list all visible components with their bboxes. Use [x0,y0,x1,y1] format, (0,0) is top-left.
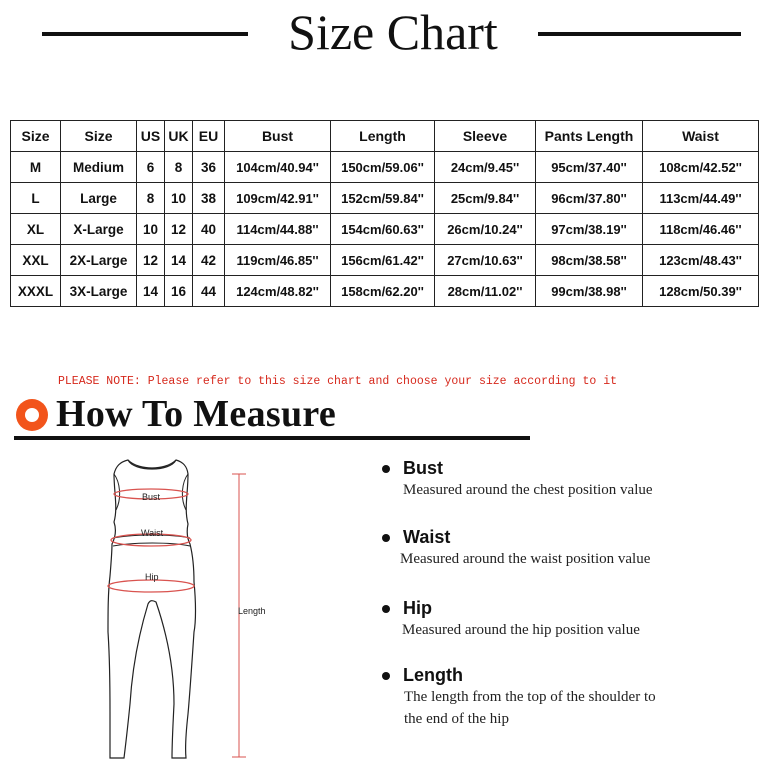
table-cell: 10 [165,183,193,214]
table-cell: 154cm/60.63'' [331,214,435,245]
table-cell: 109cm/42.91'' [225,183,331,214]
table-row [11,183,759,214]
table-cell: 6 [137,152,165,183]
table-cell: Large [61,183,137,214]
table-cell: 14 [137,276,165,307]
table-row [11,276,759,307]
table-cell: 97cm/38.19'' [536,214,643,245]
table-cell: 150cm/59.06'' [331,152,435,183]
figure-label-waist: Waist [141,528,164,538]
heading-underline [14,436,530,440]
table-cell: 25cm/9.84'' [435,183,536,214]
figure-label-hip: Hip [145,572,159,582]
table-cell: 24cm/9.45'' [435,152,536,183]
table-cell: X-Large [61,214,137,245]
header-cell: Size [11,121,61,152]
table-cell: 36 [193,152,225,183]
table-cell: 12 [137,245,165,276]
size-note: PLEASE NOTE: Please refer to this size chart and choose your size according to it [58,375,617,388]
bullet-dot-icon [382,605,390,613]
header-cell: UK [165,121,193,152]
table-row [11,152,759,183]
table-cell: XXL [11,245,61,276]
header-cell: Pants Length [536,121,643,152]
measure-title: Bust [403,458,443,478]
table-cell: M [11,152,61,183]
measure-title: Hip [403,598,432,618]
header-cell: Waist [643,121,759,152]
measure-item-bust [382,458,653,501]
table-cell: XXXL [11,276,61,307]
table-cell: 27cm/10.63'' [435,245,536,276]
table-cell: 44 [193,276,225,307]
table-cell: 95cm/37.40'' [536,152,643,183]
header-cell: Size [61,121,137,152]
table-cell: 3X-Large [61,276,137,307]
table-cell: 40 [193,214,225,245]
table-cell: 28cm/11.02'' [435,276,536,307]
header-cell: Bust [225,121,331,152]
measure-title: Waist [403,527,451,547]
table-cell: 98cm/38.58'' [536,245,643,276]
bullet-dot-icon [382,534,390,542]
table-cell: 8 [137,183,165,214]
measure-item-length [382,665,656,730]
title-divider-right [538,32,741,36]
how-to-measure-heading: How To Measure [56,393,337,435]
table-cell: 96cm/37.80'' [536,183,643,214]
figure-label-bust: Bust [142,492,161,502]
table-cell: 104cm/40.94'' [225,152,331,183]
figure-label-length: Length [238,606,266,616]
table-cell: 124cm/48.82'' [225,276,331,307]
table-cell: 14 [165,245,193,276]
ring-bullet-icon [16,399,48,431]
header-cell: US [137,121,165,152]
measure-desc: Measured around the chest position value [403,482,653,498]
measure-desc: Measured around the waist position value [400,551,651,567]
measure-desc: Measured around the hip position value [402,622,640,638]
table-cell: 123cm/48.43'' [643,245,759,276]
table-cell: 113cm/44.49'' [643,183,759,214]
table-cell: 99cm/38.98'' [536,276,643,307]
table-cell: 158cm/62.20'' [331,276,435,307]
table-cell: 152cm/59.84'' [331,183,435,214]
table-cell: 10 [137,214,165,245]
table-cell: 119cm/46.85'' [225,245,331,276]
header-cell: Length [331,121,435,152]
table-cell: XL [11,214,61,245]
size-table [10,120,759,307]
table-cell: 38 [193,183,225,214]
measure-item-hip [382,598,640,641]
jumpsuit-outline-icon [80,452,300,764]
title-divider-left [42,32,248,36]
jumpsuit-figure [80,452,300,764]
measure-item-waist [382,527,650,570]
table-cell: 118cm/46.46'' [643,214,759,245]
table-cell: 42 [193,245,225,276]
measure-desc: The length from the top of the shoulder to [404,689,656,705]
title-row [0,4,768,60]
table-row [11,245,759,276]
table-cell: 16 [165,276,193,307]
table-cell: 12 [165,214,193,245]
page-title: Size Chart [288,4,498,60]
measure-title: Length [403,665,463,685]
table-cell: 156cm/61.42'' [331,245,435,276]
table-cell: 26cm/10.24'' [435,214,536,245]
table-cell: L [11,183,61,214]
bullet-dot-icon [382,672,390,680]
measure-desc: the end of the hip [404,711,509,727]
table-cell: 108cm/42.52'' [643,152,759,183]
table-row [11,214,759,245]
table-cell: 128cm/50.39'' [643,276,759,307]
table-cell: Medium [61,152,137,183]
table-header-row [11,121,759,152]
table-cell: 114cm/44.88'' [225,214,331,245]
header-cell: Sleeve [435,121,536,152]
header-cell: EU [193,121,225,152]
bullet-dot-icon [382,465,390,473]
table-cell: 8 [165,152,193,183]
how-to-measure-heading-row [0,392,768,442]
table-cell: 2X-Large [61,245,137,276]
